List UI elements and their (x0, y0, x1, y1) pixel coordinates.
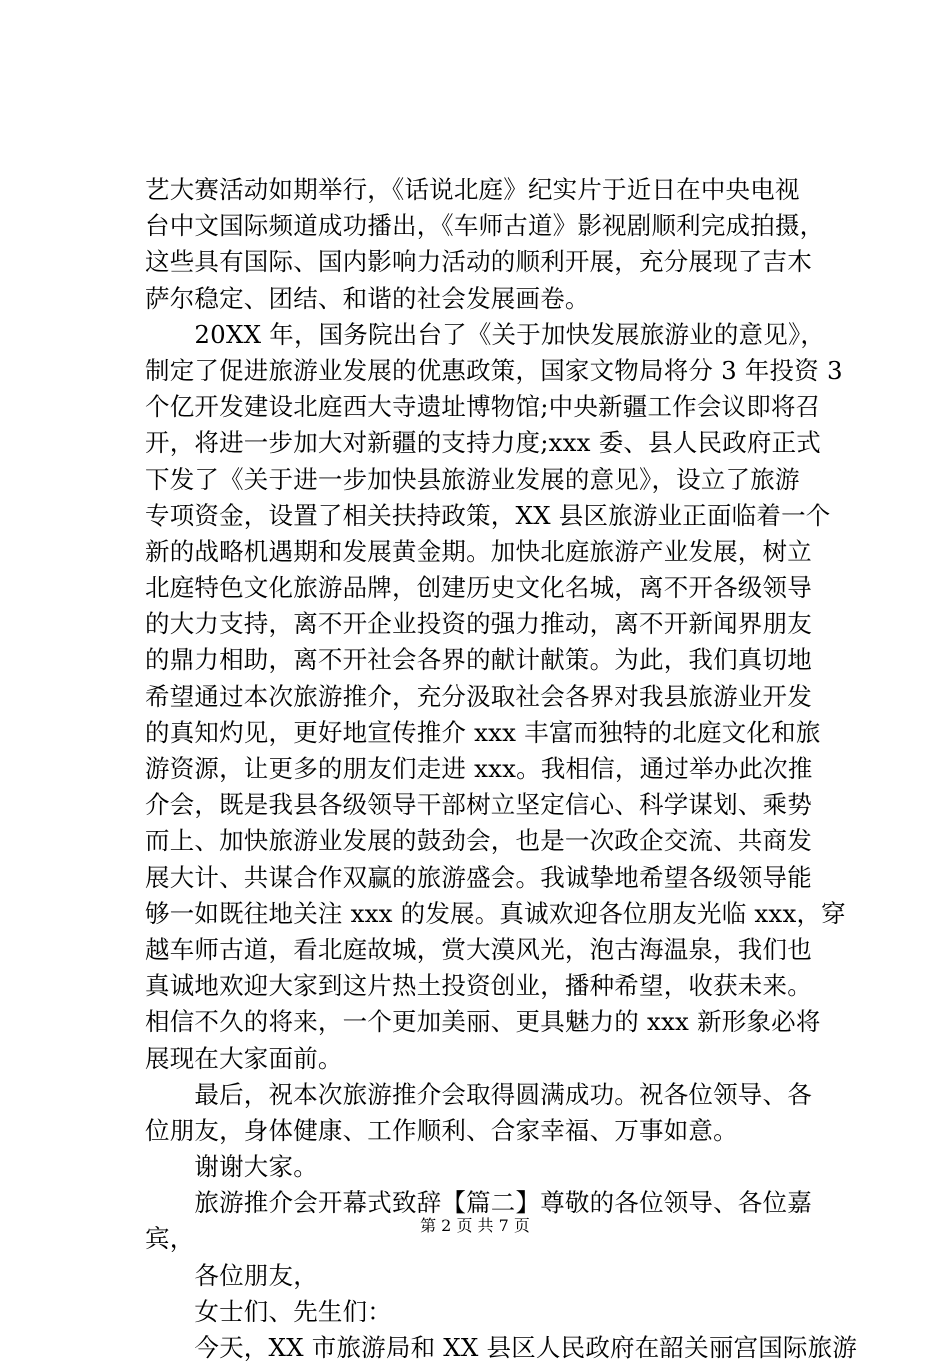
text-line: 真诚地欢迎大家到这片热土投资创业，播种希望，收获未来。 (145, 971, 812, 1001)
text-line: 够一如既往地关注 xxx 的发展。真诚欢迎各位朋友光临 xxx，穿 (145, 898, 846, 928)
text-line: 希望通过本次旅游推介，充分汲取社会各界对我县旅游业开发 (145, 681, 812, 711)
text-line: 位朋友，身体健康、工作顺利、合家幸福、万事如意。 (145, 1115, 738, 1145)
text-line: 的大力支持，离不开企业投资的强力推动，离不开新闻界朋友 (145, 609, 812, 639)
text-line: 宾， (145, 1224, 195, 1254)
text-line: 下发了《关于进一步加快县旅游业发展的意见》，设立了旅游 (145, 464, 800, 494)
text-line: 最后，祝本次旅游推介会取得圆满成功。祝各位领导、各 (145, 1079, 812, 1109)
text-line: 展现在大家面前。 (145, 1043, 343, 1073)
text-line: 制定了促进旅游业发展的优惠政策，国家文物局将分 3 年投资 3 (145, 355, 843, 385)
page-number-footer: 第 2 页 共 7 页 (420, 1216, 530, 1235)
text-line: 今天，XX 市旅游局和 XX 县区人民政府在韶关丽宫国际旅游 (145, 1333, 858, 1362)
text-line: 个亿开发建设北庭西大寺遗址博物馆;中央新疆工作会议即将召 (145, 392, 821, 422)
text-line: 专项资金，设置了相关扶持政策，XX 县区旅游业正面临着一个 (145, 500, 831, 530)
text-line: 艺大赛活动如期举行，《话说北庭》纪实片于近日在中央电视 (145, 175, 800, 204)
text-line: 新的战略机遇期和发展黄金期。加快北庭旅游产业发展，树立 (145, 536, 812, 566)
text-line: 展大计、共谋合作双赢的旅游盛会。我诚挚地希望各级领导能 (145, 862, 812, 892)
text-line: 20XX 年，国务院出台了《关于加快发展旅游业的意见》， (145, 319, 826, 349)
text-line: 各位朋友， (145, 1260, 318, 1290)
text-line: 台中文国际频道成功播出，《车师古道》影视剧顺利完成拍摄， (145, 211, 825, 241)
text-line: 介会，既是我县各级领导干部树立坚定信心、科学谋划、乘势 (145, 790, 812, 820)
text-line: 这些具有国际、国内影响力活动的顺利开展，充分展现了吉木 (145, 247, 812, 277)
text-line: 相信不久的将来，一个更加美丽、更具魅力的 xxx 新形象必将 (145, 1007, 821, 1037)
text-line: 游资源，让更多的朋友们走进 xxx。我相信，通过举办此次推 (145, 754, 813, 783)
text-line: 开，将进一步加大对新疆的支持力度;xxx 委、县人民政府正式 (145, 428, 821, 458)
text-line: 越车师古道，看北庭故城，赏大漠风光，泡古海温泉，我们也 (145, 934, 812, 964)
text-line: 的鼎力相助，离不开社会各界的献计献策。为此，我们真切地 (145, 645, 812, 675)
text-line: 而上、加快旅游业发展的鼓劲会，也是一次政企交流、共商发 (145, 826, 812, 856)
text-line: 谢谢大家。 (145, 1152, 318, 1182)
text-line: 女士们、先生们： (145, 1296, 392, 1326)
text-line: 的真知灼见，更好地宣传推介 xxx 丰富而独特的北庭文化和旅 (145, 717, 821, 747)
text-line: 旅游推介会开幕式致辞【篇二】尊敬的各位领导、各位嘉 (145, 1188, 812, 1218)
text-line: 萨尔稳定、团结、和谐的社会发展画卷。 (145, 283, 590, 313)
text-line: 北庭特色文化旅游品牌，创建历史文化名城，离不开各级领导 (145, 573, 812, 603)
body-text (145, 172, 858, 1366)
